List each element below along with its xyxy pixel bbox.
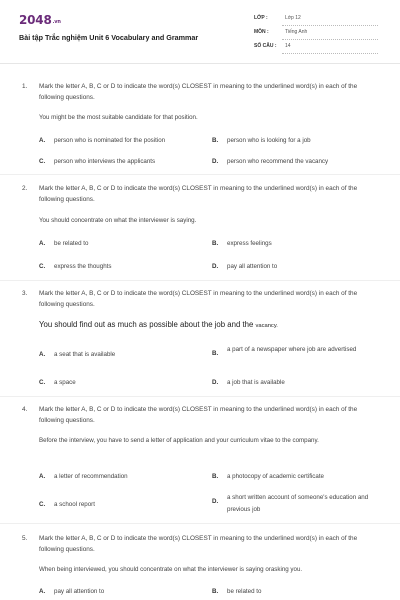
option-text: a part of a newspaper where job are advertised bbox=[227, 346, 357, 353]
option-text: a job that is available bbox=[227, 379, 285, 386]
option-letter: B. bbox=[212, 588, 219, 595]
option-letter: C. bbox=[39, 379, 46, 386]
question-separator bbox=[0, 280, 400, 281]
meta-value: Lớp 12 bbox=[285, 15, 301, 21]
header-divider bbox=[0, 63, 400, 64]
question-instruction: Mark the letter A, B, C or D to indicate the word(s) CLOSEST in meaning to the underlined word(s) in each of the following questions. bbox=[39, 83, 358, 101]
option-text: express feelings bbox=[227, 240, 272, 247]
site-logo[interactable] bbox=[19, 13, 61, 27]
logo-suffix: .vn bbox=[52, 19, 61, 25]
question-number: 1. bbox=[22, 83, 28, 90]
meta-label: MÔN : bbox=[254, 29, 269, 35]
option-letter: A. bbox=[39, 137, 46, 144]
logo-text: 2048 bbox=[19, 13, 52, 27]
meta-value: 14 bbox=[285, 43, 291, 49]
option-text: person who is looking for a job bbox=[227, 137, 311, 144]
option-letter: C. bbox=[39, 501, 46, 508]
option-text: person who recommend the vacancy bbox=[227, 158, 329, 165]
option-text: a letter of recommendation bbox=[54, 473, 128, 480]
option-text: express the thoughts bbox=[54, 263, 112, 270]
option-letter: A. bbox=[39, 588, 46, 595]
meta-underline bbox=[282, 25, 378, 26]
option-letter: C. bbox=[39, 263, 46, 270]
meta-value: Tiếng Anh bbox=[285, 29, 308, 35]
option-text: pay all attention to bbox=[227, 263, 278, 270]
question-sentence: You might be the most suitable candidate for that position. bbox=[39, 114, 198, 121]
option-letter: A. bbox=[39, 351, 46, 358]
question-sentence: When being interviewed, you should concentrate on what the interviewer is saying orasking you. bbox=[39, 566, 303, 573]
option-text: a seat that is available bbox=[54, 351, 116, 358]
sentence-main: You should find out as much as possible about the job and the bbox=[39, 320, 254, 329]
question-sentence: You should concentrate on what the interviewer is saying. bbox=[39, 217, 197, 224]
option-letter: D. bbox=[212, 263, 219, 270]
option-letter: D. bbox=[212, 498, 219, 505]
meta-question-count bbox=[254, 42, 378, 54]
question-instruction: Mark the letter A, B, C or D to indicate the word(s) CLOSEST in meaning to the underlined word(s) in each of the following questions. bbox=[39, 185, 358, 203]
question-separator bbox=[0, 523, 400, 524]
document-header bbox=[0, 0, 400, 60]
question-number: 2. bbox=[22, 185, 28, 192]
option-text: a space bbox=[54, 379, 76, 386]
option-text: person who is nominated for the position bbox=[54, 137, 166, 144]
option-letter: C. bbox=[39, 158, 46, 165]
option-text: a school report bbox=[54, 501, 95, 508]
meta-subject bbox=[254, 28, 378, 40]
question-number: 4. bbox=[22, 406, 28, 413]
question-separator bbox=[0, 396, 400, 397]
option-letter: A. bbox=[39, 240, 46, 247]
meta-class bbox=[254, 14, 378, 26]
option-letter: D. bbox=[212, 158, 219, 165]
meta-label: SỐ CÂU : bbox=[254, 43, 277, 49]
sentence-tail: vacancy. bbox=[255, 323, 278, 329]
option-letter: A. bbox=[39, 473, 46, 480]
question-separator bbox=[0, 174, 400, 175]
option-text: a short written account of someone's education and previous job bbox=[227, 494, 369, 513]
option-text: be related to bbox=[227, 588, 262, 595]
option-text: person who interviews the applicants bbox=[54, 158, 156, 165]
meta-underline bbox=[282, 53, 378, 54]
question-sentence bbox=[39, 319, 379, 332]
option-text: be related to bbox=[54, 240, 89, 247]
question-instruction: Mark the letter A, B, C or D to indicate the word(s) CLOSEST in meaning to the underlined word(s) in each of the following questions. bbox=[39, 535, 358, 553]
option-text: a photocopy of academic certificate bbox=[227, 473, 324, 480]
option-letter: B. bbox=[212, 137, 219, 144]
option-text: pay all attention to bbox=[54, 588, 105, 595]
question-sentence: Before the interview, you have to send a letter of application and your curriculum vitae to the company. bbox=[39, 437, 319, 444]
meta-underline bbox=[282, 39, 378, 40]
option-letter: D. bbox=[212, 379, 219, 386]
question-instruction: Mark the letter A, B, C or D to indicate the word(s) CLOSEST in meaning to the underlined word(s) in each of the following questions. bbox=[39, 406, 358, 424]
question-number: 3. bbox=[22, 290, 28, 297]
question-number: 5. bbox=[22, 535, 28, 542]
document-title: Bài tập Trắc nghiệm Unit 6 Vocabulary and Grammar bbox=[19, 33, 199, 42]
question-instruction: Mark the letter A, B, C or D to indicate the word(s) CLOSEST in meaning to the underlined word(s) in each of the following questions. bbox=[39, 290, 358, 308]
meta-label: LỚP : bbox=[254, 15, 268, 21]
option-letter: B. bbox=[212, 473, 219, 480]
option-letter: B. bbox=[212, 350, 219, 357]
option-letter: B. bbox=[212, 240, 219, 247]
